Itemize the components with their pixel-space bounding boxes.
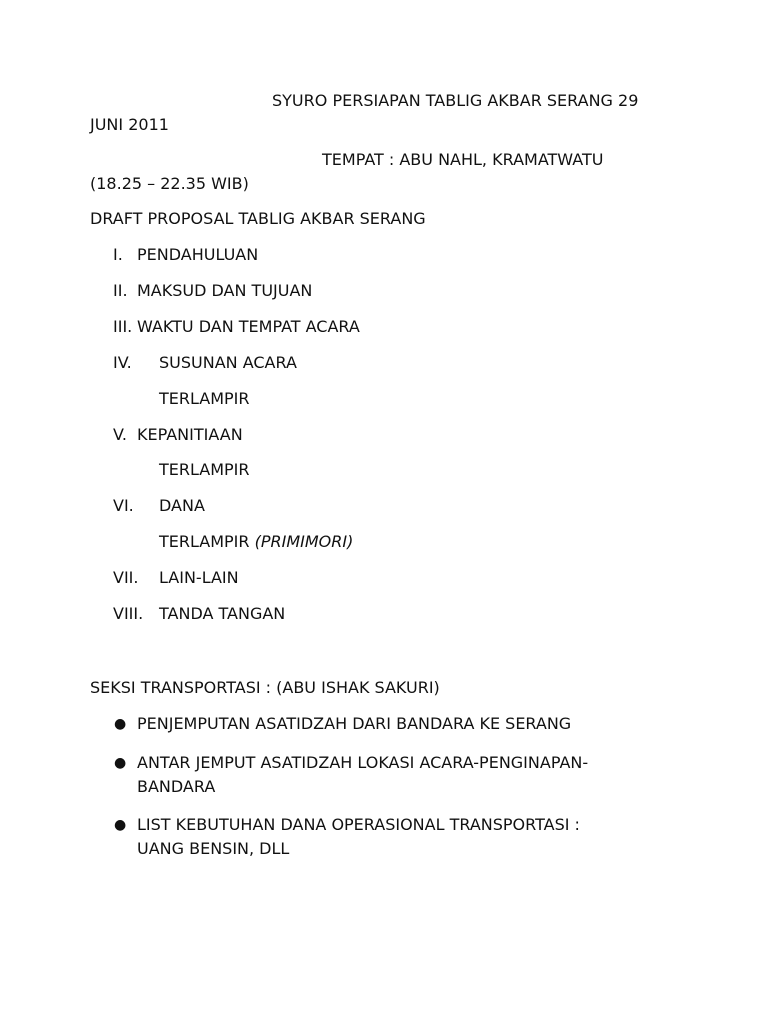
transport-bullet-text: ANTAR JEMPUT ASATIDZAH LOKASI ACARA-PENGINAPAN- (137, 753, 589, 772)
draft-item-sub: TERLAMPIR (159, 389, 250, 408)
draft-item-sub: TERLAMPIR (159, 460, 250, 479)
draft-item-number: II. (113, 281, 128, 300)
draft-item-label: DANA (159, 496, 205, 515)
transport-heading: SEKSI TRANSPORTASI : (ABU ISHAK SAKURI) (90, 678, 440, 697)
draft-item-label: WAKTU DAN TEMPAT ACARA (137, 317, 360, 336)
draft-item-number: VII. (113, 568, 139, 587)
title-line-2: JUNI 2011 (90, 115, 169, 134)
draft-item-label: KEPANITIAAN (137, 425, 243, 444)
draft-item-sub-text: TERLAMPIR (159, 532, 250, 551)
draft-item-number: V. (113, 425, 127, 444)
draft-heading: DRAFT PROPOSAL TABLIG AKBAR SERANG (90, 209, 426, 228)
transport-bullet-text: LIST KEBUTUHAN DANA OPERASIONAL TRANSPORTASI : (137, 815, 580, 834)
draft-item-number: IV. (113, 353, 132, 372)
place-line-2: (18.25 – 22.35 WIB) (90, 174, 249, 193)
draft-item-label: LAIN-LAIN (159, 568, 239, 587)
draft-item-number: VIII. (113, 604, 144, 623)
draft-item-number: III. (113, 317, 133, 336)
draft-item-sub-note: (PRIMIMORI) (254, 532, 354, 551)
draft-item-number: VI. (113, 496, 134, 515)
bullet-icon: ● (114, 716, 127, 732)
draft-item-number: I. (113, 245, 123, 264)
bullet-icon: ● (114, 755, 127, 771)
place-line-1: TEMPAT : ABU NAHL, KRAMATWATU (322, 150, 604, 169)
transport-bullet-text-continued: UANG BENSIN, DLL (137, 839, 290, 858)
draft-item-label: MAKSUD DAN TUJUAN (137, 281, 313, 300)
draft-item-sub (159, 530, 353, 554)
draft-item-label: SUSUNAN ACARA (159, 353, 297, 372)
transport-bullet-text-continued: BANDARA (137, 777, 216, 796)
transport-bullet-text: PENJEMPUTAN ASATIDZAH DARI BANDARA KE SERANG (137, 714, 572, 733)
bullet-icon: ● (114, 817, 127, 833)
draft-item-label: TANDA TANGAN (159, 604, 286, 623)
title-line-1: SYURO PERSIAPAN TABLIG AKBAR SERANG 29 (272, 91, 639, 110)
draft-item-label: PENDAHULUAN (137, 245, 259, 264)
